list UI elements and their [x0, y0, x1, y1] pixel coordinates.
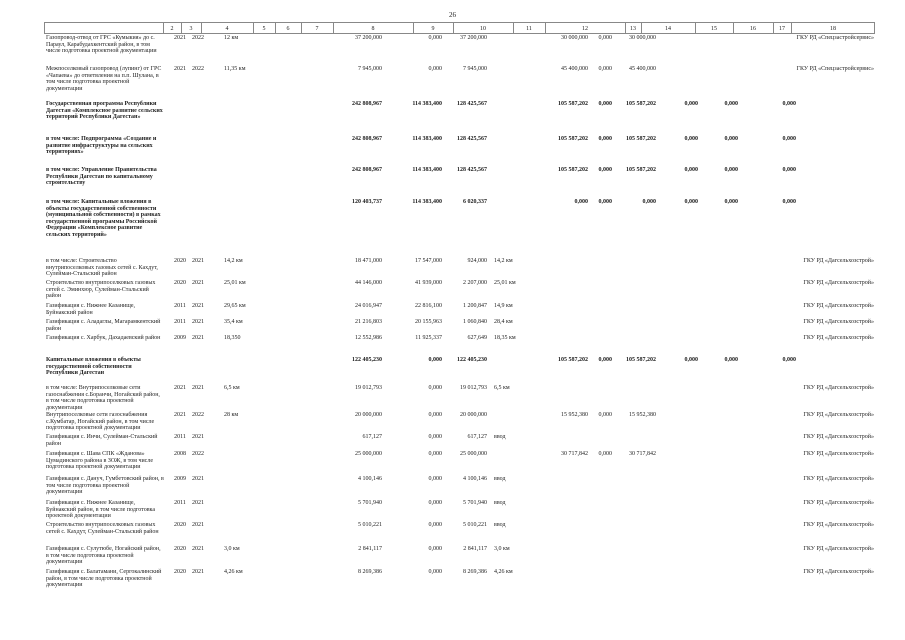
- cell-c3: 2021: [192, 500, 204, 506]
- header-col-12: 12: [582, 26, 588, 32]
- cell-c14: 105 587,202: [626, 136, 656, 142]
- cell-c14: 45 400,000: [629, 66, 656, 72]
- cell-c9: 0,000: [428, 500, 442, 506]
- cell-c10: 128 425,567: [457, 167, 487, 173]
- cell-c12: 45 400,000: [561, 66, 588, 72]
- cell-c9: 22 816,100: [415, 303, 442, 309]
- cell-c8: 44 146,000: [355, 280, 382, 286]
- cell-c8: 19 012,793: [355, 385, 382, 391]
- header-col-5: 5: [262, 26, 266, 32]
- cell-c17: 0,000: [782, 167, 796, 173]
- header-col-2: 2: [170, 26, 174, 32]
- cell-c16: 0,000: [724, 136, 738, 142]
- executor-cell: ГКУ РД «Дагсельхозстрой»: [803, 522, 874, 528]
- row-name: Газификация с. Балатамани, Сергокалинский район, в том числе подготовка проектной документации: [46, 569, 162, 589]
- cell-c2: 2020: [174, 569, 186, 575]
- executor-cell: ГКУ РД «Дагсельхозстрой»: [803, 303, 874, 309]
- header-col-17: 17: [779, 26, 785, 32]
- row-name: Газопровод-отвод от ГРС «Кумыкия» до с. Параул, Карабудахкентский район, в том числе подготовка проектной документации: [46, 35, 157, 55]
- executor-cell: ГКУ РД «Дагсельхозстрой»: [803, 319, 874, 325]
- row-name: в том числе: Строительство внутрипоселковых газовых сетей с. Кахдут, Сулейман-Стальский район: [46, 258, 158, 278]
- cell-c3: 2021: [192, 569, 204, 575]
- cell-c14: 30 000,000: [629, 35, 656, 41]
- header-col-18: 18: [830, 26, 836, 32]
- cell-c17: 0,000: [782, 357, 796, 363]
- cell-c10: 128 425,567: [457, 101, 487, 107]
- cell-c4: 29,65 км: [224, 303, 246, 309]
- row-name: Строительство внутрипоселковых газовых сетей с. Эминхюр, Сулейман-Стальский район: [46, 280, 156, 300]
- cell-c9: 114 383,400: [412, 101, 442, 107]
- cell-c9: 114 383,400: [412, 167, 442, 173]
- header-col-10: 10: [480, 26, 486, 32]
- cell-c9: 0,000: [428, 385, 442, 391]
- header-col-3: 3: [189, 26, 193, 32]
- cell-c10: 627,649: [467, 335, 487, 341]
- cell-c13: 0,000: [598, 136, 612, 142]
- cell-c2: 2009: [174, 476, 186, 482]
- executor-cell: ГКУ РД «Дагсельхозстрой»: [803, 335, 874, 341]
- cell-c13: 0,000: [598, 451, 612, 457]
- cell-c16: 0,000: [724, 167, 738, 173]
- executor-cell: ГКУ РД «Дагсельхозстрой»: [803, 500, 874, 506]
- executor-cell: ГКУ РД «Дагсельхозстрой»: [803, 434, 874, 440]
- cell-c10: 1 200,847: [463, 303, 487, 309]
- cell-c2: 2020: [174, 522, 186, 528]
- cell-c12: 15 952,380: [561, 412, 588, 418]
- row-name: Газификация с. Нижнее Казанище, Буйнакский район: [46, 303, 136, 316]
- cell-c11: 25,01 км: [494, 280, 516, 286]
- cell-c16: 0,000: [724, 357, 738, 363]
- cell-c16: 0,000: [724, 199, 738, 205]
- cell-c3: 2021: [192, 258, 204, 264]
- cell-c8: 2 841,117: [358, 546, 382, 552]
- cell-c10: 924,000: [467, 258, 487, 264]
- cell-c13: 0,000: [598, 101, 612, 107]
- cell-c15: 0,000: [684, 101, 698, 107]
- executor-cell: ГКУ РД «Дагсельхозстрой»: [803, 569, 874, 575]
- cell-c14: 105 587,202: [626, 357, 656, 363]
- row-name: Газификация с. Инчи, Сулейман-Стальский район: [46, 434, 158, 447]
- cell-c11: 18,35 км: [494, 335, 516, 341]
- cell-c8: 5 701,940: [358, 500, 382, 506]
- cell-c2: 2011: [174, 319, 186, 325]
- cell-c3: 2022: [192, 66, 204, 72]
- header-col-16: 16: [750, 26, 756, 32]
- cell-c12: 105 587,202: [558, 136, 588, 142]
- cell-c8: 18 471,000: [355, 258, 382, 264]
- cell-c2: 2021: [174, 66, 186, 72]
- cell-c3: 2021: [192, 546, 204, 552]
- cell-c8: 8 269,386: [358, 569, 382, 575]
- cell-c3: 2021: [192, 522, 204, 528]
- row-name: Газификация с. Дануч, Гумбетовский район, в том числе подготовка проектной документации: [46, 476, 164, 496]
- cell-c10: 122 405,230: [457, 357, 487, 363]
- cell-c8: 20 000,000: [355, 412, 382, 418]
- cell-c8: 120 403,737: [352, 199, 382, 205]
- cell-c9: 114 383,400: [412, 199, 442, 205]
- row-name: Газификация с. Аладаглы, Магарамкентский район: [46, 319, 161, 332]
- cell-c9: 11 925,337: [415, 335, 442, 341]
- cell-c8: 7 945,000: [358, 66, 382, 72]
- row-name: Газификация с. Сулутюбе, Ногайский район, в том числе подготовка проектной документации: [46, 546, 161, 566]
- header-col-4: 4: [225, 26, 229, 32]
- row-name: Газификация с. Нижнее Казанище, Буйнакский район, в том числе подготовка проектной документации: [46, 500, 156, 520]
- row-name: Строительство внутрипоселковых газовых сетей с. Кахдут, Сулейман-Стальский район: [46, 522, 159, 535]
- cell-c11: 14,9 км: [494, 303, 513, 309]
- cell-c9: 0,000: [428, 357, 442, 363]
- cell-c11: ввод: [494, 500, 506, 506]
- cell-c2: 2020: [174, 280, 186, 286]
- row-name: Внутрипоселковые сети газоснабжения с.Кумбатар, Ногайский район, в том числе подготовка проектной документации: [46, 412, 155, 432]
- cell-c15: 0,000: [684, 199, 698, 205]
- cell-c16: 0,000: [724, 101, 738, 107]
- cell-c14: 105 587,202: [626, 101, 656, 107]
- cell-c3: 2022: [192, 35, 204, 41]
- executor-cell: ГКУ РД «Дагсельхозстрой»: [803, 476, 874, 482]
- header-col-8: 8: [371, 26, 375, 32]
- cell-c2: 2009: [174, 335, 186, 341]
- cell-c3: 2021: [192, 319, 204, 325]
- cell-c8: 24 016,947: [355, 303, 382, 309]
- cell-c2: 2011: [174, 303, 186, 309]
- cell-c9: 0,000: [428, 546, 442, 552]
- cell-c2: 2021: [174, 385, 186, 391]
- cell-c8: 122 405,230: [352, 357, 382, 363]
- cell-c9: 114 383,400: [412, 136, 442, 142]
- row-name: в том числе: Управление Правительства Республики Дагестан по капитальному строительству: [46, 167, 157, 187]
- page-number: 26: [449, 11, 456, 19]
- header-col-14: 14: [665, 26, 671, 32]
- cell-c3: 2022: [192, 451, 204, 457]
- cell-c11: ввод: [494, 522, 506, 528]
- row-name: Газификация с. Харбук, Дахадаевский район: [46, 335, 161, 341]
- cell-c9: 0,000: [428, 434, 442, 440]
- header-col-13: 13: [630, 26, 636, 32]
- cell-c13: 0,000: [598, 357, 612, 363]
- cell-c3: 2021: [192, 303, 204, 309]
- cell-c10: 37 200,000: [460, 35, 487, 41]
- cell-c10: 7 945,000: [463, 66, 487, 72]
- cell-c17: 0,000: [782, 199, 796, 205]
- cell-c11: 6,5 км: [494, 385, 510, 391]
- cell-c13: 0,000: [598, 35, 612, 41]
- cell-c11: 28,4 км: [494, 319, 513, 325]
- executor-cell: ГКУ РД «Дагсельхозстрой»: [803, 546, 874, 552]
- cell-c9: 0,000: [428, 35, 442, 41]
- cell-c3: 2021: [192, 476, 204, 482]
- cell-c8: 617,127: [362, 434, 382, 440]
- cell-c8: 12 552,986: [355, 335, 382, 341]
- cell-c4: 18,350: [224, 335, 241, 341]
- cell-c9: 0,000: [428, 476, 442, 482]
- row-name: в том числе: Подпрограмма «Создание и развитие инфраструктуры на сельских территориях»: [46, 136, 157, 156]
- cell-c10: 25 000,000: [460, 451, 487, 457]
- cell-c9: 20 155,963: [415, 319, 442, 325]
- cell-c8: 242 808,967: [352, 101, 382, 107]
- cell-c8: 25 000,000: [355, 451, 382, 457]
- header-col-7: 7: [315, 26, 319, 32]
- executor-cell: ГКУ РД «Спецзастройсервис»: [796, 66, 874, 72]
- cell-c2: 2011: [174, 500, 186, 506]
- cell-c12: 30 717,842: [561, 451, 588, 457]
- cell-c2: 2020: [174, 546, 186, 552]
- cell-c10: 5 701,940: [463, 500, 487, 506]
- executor-cell: ГКУ РД «Дагсельхозстрой»: [803, 412, 874, 418]
- cell-c4: 28 км: [224, 412, 239, 418]
- cell-c10: 5 010,221: [463, 522, 487, 528]
- cell-c12: 105 587,202: [558, 167, 588, 173]
- row-name: в том числе: Внутрипоселковые сети газоснабжения с.Боранчи, Ногайский район, в том числе подготовка проектной документации: [46, 385, 160, 411]
- cell-c10: 2 841,117: [463, 546, 487, 552]
- cell-c9: 41 939,000: [415, 280, 442, 286]
- executor-cell: ГКУ РД «Дагсельхозстрой»: [803, 280, 874, 286]
- header-col-11: 11: [526, 26, 532, 32]
- cell-c10: 19 012,793: [460, 385, 487, 391]
- cell-c12: 30 000,000: [561, 35, 588, 41]
- header-col-9: 9: [431, 26, 435, 32]
- cell-c8: 242 808,967: [352, 167, 382, 173]
- cell-c8: 242 808,967: [352, 136, 382, 142]
- cell-c14: 30 717,842: [629, 451, 656, 457]
- cell-c14: 15 952,380: [629, 412, 656, 418]
- cell-c2: 2008: [174, 451, 186, 457]
- cell-c11: ввод: [494, 476, 506, 482]
- cell-c9: 17 547,000: [415, 258, 442, 264]
- cell-c15: 0,000: [684, 136, 698, 142]
- executor-cell: ГКУ РД «Спецзастройсервис»: [796, 35, 874, 41]
- cell-c10: 617,127: [467, 434, 487, 440]
- row-name: Газификация с. Шава СПК «Жданова» Цумадинского района в ЗОЖ, в том числе подготовка проектной документации: [46, 451, 153, 471]
- cell-c15: 0,000: [684, 357, 698, 363]
- cell-c2: 2020: [174, 258, 186, 264]
- row-name: Капитальные вложения в объекты государственной собственности Республики Дагестан: [46, 357, 141, 377]
- row-name: в том числе: Капитальные вложения в объекты государственной собственности (муниципальной собственности) в рамках государственной программы Российской Федерации «Комплексное развитие сельских территорий»: [46, 199, 161, 238]
- cell-c12: 0,000: [574, 199, 588, 205]
- cell-c4: 35,4 км: [224, 319, 243, 325]
- cell-c11: 3,0 км: [494, 546, 510, 552]
- cell-c10: 128 425,567: [457, 136, 487, 142]
- cell-c10: 1 060,840: [463, 319, 487, 325]
- cell-c11: 14,2 км: [494, 258, 513, 264]
- cell-c13: 0,000: [598, 412, 612, 418]
- cell-c4: 14,2 км: [224, 258, 243, 264]
- cell-c9: 0,000: [428, 66, 442, 72]
- cell-c17: 0,000: [782, 101, 796, 107]
- cell-c14: 105 587,202: [626, 167, 656, 173]
- cell-c11: 4,26 км: [494, 569, 513, 575]
- row-name: Межпоселковый газопровод (лупинг) от ГРС «Чапаева» до ответвления на п.п. Шулана, в том числе подготовка проектной документации: [46, 66, 162, 92]
- cell-c10: 6 020,337: [463, 199, 487, 205]
- executor-cell: ГКУ РД «Дагсельхозстрой»: [803, 451, 874, 457]
- cell-c12: 105 587,202: [558, 357, 588, 363]
- cell-c8: 37 200,000: [355, 35, 382, 41]
- cell-c11: ввод: [494, 434, 506, 440]
- cell-c14: 0,000: [642, 199, 656, 205]
- cell-c10: 4 100,146: [463, 476, 487, 482]
- cell-c8: 21 216,803: [355, 319, 382, 325]
- cell-c3: 2021: [192, 280, 204, 286]
- cell-c10: 8 269,386: [463, 569, 487, 575]
- cell-c8: 5 010,221: [358, 522, 382, 528]
- header-col-6: 6: [286, 26, 290, 32]
- cell-c9: 0,000: [428, 412, 442, 418]
- cell-c15: 0,000: [684, 167, 698, 173]
- cell-c3: 2021: [192, 335, 204, 341]
- cell-c4: 3,0 км: [224, 546, 240, 552]
- cell-c4: 12 км: [224, 35, 239, 41]
- cell-c17: 0,000: [782, 136, 796, 142]
- cell-c4: 25,01 км: [224, 280, 246, 286]
- cell-c10: 2 207,000: [463, 280, 487, 286]
- cell-c3: 2022: [192, 412, 204, 418]
- cell-c13: 0,000: [598, 167, 612, 173]
- cell-c3: 2021: [192, 434, 204, 440]
- cell-c4: 11,35 км: [224, 66, 246, 72]
- executor-cell: ГКУ РД «Дагсельхозстрой»: [803, 258, 874, 264]
- cell-c8: 4 100,146: [358, 476, 382, 482]
- header-col-15: 15: [711, 26, 717, 32]
- cell-c12: 105 587,202: [558, 101, 588, 107]
- cell-c9: 0,000: [428, 522, 442, 528]
- cell-c4: 6,5 км: [224, 385, 240, 391]
- cell-c2: 2021: [174, 412, 186, 418]
- cell-c2: 2011: [174, 434, 186, 440]
- row-name: Государственная программа Республики Дагестан «Комплексное развитие сельских территорий Республики Дагестан»: [46, 101, 163, 121]
- cell-c9: 0,000: [428, 569, 442, 575]
- cell-c13: 0,000: [598, 199, 612, 205]
- cell-c3: 2021: [192, 385, 204, 391]
- cell-c4: 4,26 км: [224, 569, 243, 575]
- cell-c2: 2021: [174, 35, 186, 41]
- cell-c10: 20 000,000: [460, 412, 487, 418]
- cell-c9: 0,000: [428, 451, 442, 457]
- cell-c13: 0,000: [598, 66, 612, 72]
- executor-cell: ГКУ РД «Дагсельхозстрой»: [803, 385, 874, 391]
